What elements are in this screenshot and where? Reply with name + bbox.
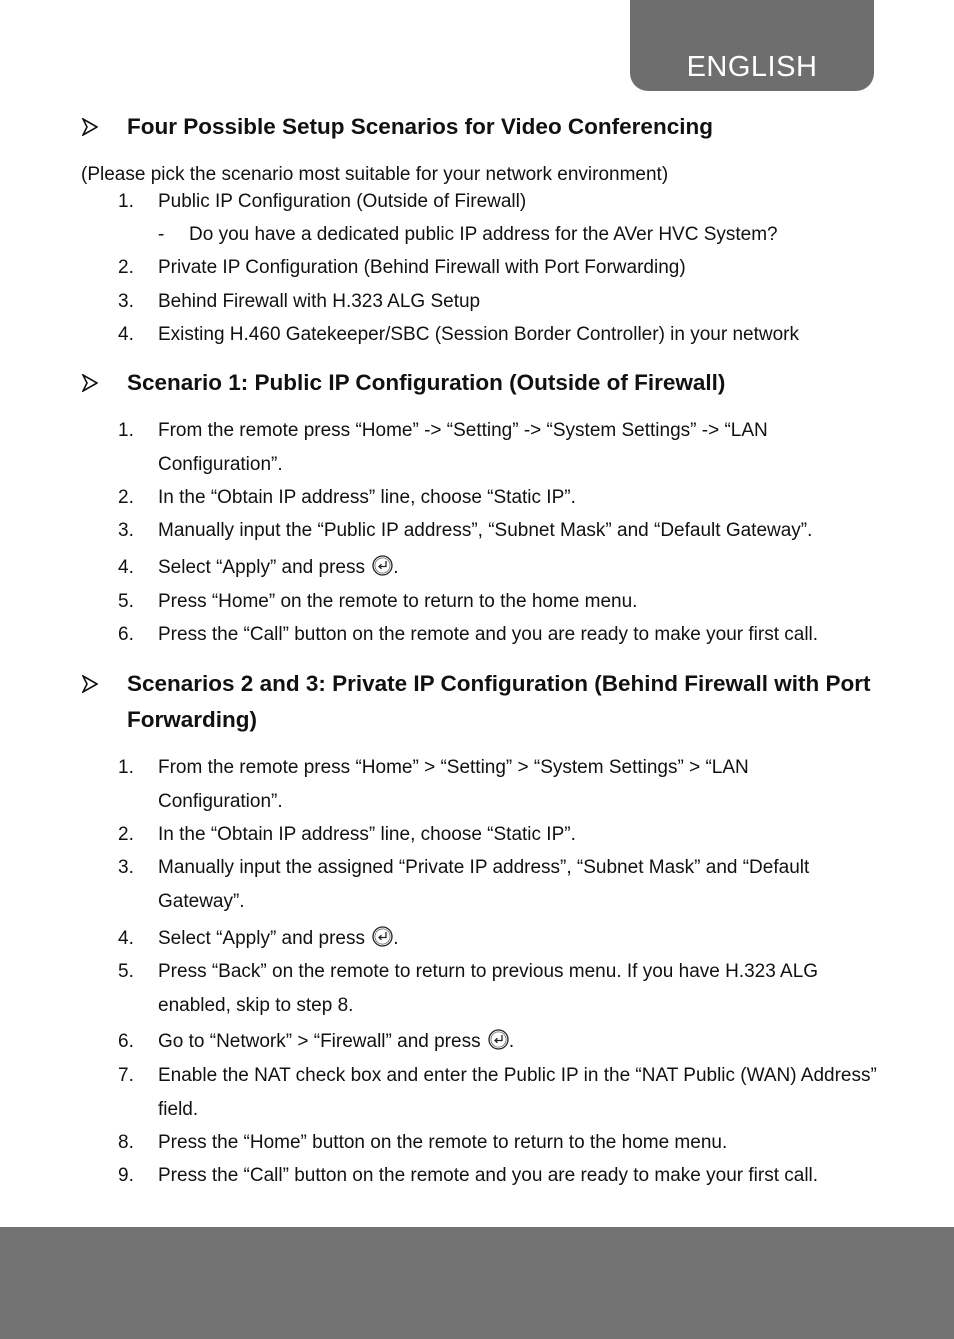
list-item-text: From the remote press “Home” -> “Setting” -> “System Settings” -> “LAN Configuration”. [158, 420, 768, 475]
list-item [118, 751, 878, 819]
list-item [118, 618, 878, 652]
list-item [118, 955, 878, 1023]
list-item [118, 585, 878, 619]
list-item [118, 1025, 878, 1059]
list-item-number: 4. [118, 928, 134, 949]
footer-bar [0, 1227, 954, 1339]
list-item-text: Enable the NAT check box and enter the Public IP in the “NAT Public (WAN) Address” field. [158, 1065, 877, 1120]
list-item-text: Manually input the “Public IP address”, “Subnet Mask” and “Default Gateway”. [158, 520, 813, 541]
list-item-number: 3. [118, 857, 134, 878]
enter-button-icon [372, 554, 393, 575]
list-item [118, 481, 878, 515]
sub-list-item [158, 223, 778, 247]
list-item-number: 7. [118, 1065, 134, 1086]
list-item-number: 3. [118, 291, 134, 312]
list-item-text: From the remote press “Home” > “Setting” > “System Settings” > “LAN Configuration”. [158, 757, 749, 812]
list-item-text: Select “Apply” and press . [158, 922, 878, 956]
list-item-text: Press “Back” on the remote to return to previous menu. If you have H.323 ALG enabled, skip to step 8. [158, 961, 819, 1016]
list-item [118, 1126, 878, 1160]
list-item [118, 851, 878, 919]
list-item [118, 551, 878, 585]
list-item-number: 4. [118, 557, 134, 578]
arrow-bullet-icon [82, 109, 102, 145]
list-item [118, 818, 878, 852]
list-item-text: Existing H.460 Gatekeeper/SBC (Session Border Controller) in your network [158, 324, 800, 345]
list-item [118, 1059, 878, 1127]
list-item-text: Press the “Home” button on the remote to return to the home menu. [158, 1132, 728, 1153]
section-heading [82, 666, 872, 738]
list-item-text: Press the “Call” button on the remote and you are ready to make your first call. [158, 624, 819, 645]
list-item-text: Press the “Call” button on the remote and you are ready to make your first call. [158, 1165, 819, 1186]
list-item [118, 185, 878, 219]
list-item-number: 2. [118, 824, 134, 845]
enter-button-icon [372, 925, 393, 946]
enter-button-icon [488, 1028, 509, 1049]
list-item [118, 922, 878, 956]
arrow-bullet-icon [82, 666, 102, 702]
list-item-number: 8. [118, 1132, 134, 1153]
list-item-number: 3. [118, 520, 134, 541]
sub-list-item-text: Do you have a dedicated public IP address for the AVer HVC System? [189, 224, 778, 245]
list-item-number: 9. [118, 1165, 134, 1186]
section-heading-text: Four Possible Setup Scenarios for Video Conferencing [127, 114, 713, 139]
list-item-text: Private IP Configuration (Behind Firewall with Port Forwarding) [158, 257, 686, 278]
list-item-text: Select “Apply” and press . [158, 551, 878, 585]
list-item-text: Public IP Configuration (Outside of Firewall) [158, 191, 527, 212]
list-item-text: In the “Obtain IP address” line, choose “Static IP”. [158, 824, 576, 845]
list-item-number: 6. [118, 1031, 134, 1052]
list-item-text: Behind Firewall with H.323 ALG Setup [158, 291, 481, 312]
section-note: (Please pick the scenario most suitable for your network environment) [81, 164, 669, 185]
list-item [118, 414, 878, 482]
list-item-number: 2. [118, 257, 134, 278]
list-item-number: 2. [118, 487, 134, 508]
list-item-number: 5. [118, 961, 134, 982]
list-item [118, 318, 878, 352]
language-tab [630, 0, 874, 91]
list-item-text: Press “Home” on the remote to return to the home menu. [158, 591, 638, 612]
list-item-number: 4. [118, 324, 134, 345]
arrow-bullet-icon [82, 365, 102, 401]
list-item [118, 1159, 878, 1193]
list-item-number: 1. [118, 420, 134, 441]
list-item-text: Manually input the assigned “Private IP address”, “Subnet Mask” and “Default Gateway”. [158, 857, 810, 912]
list-item-text: In the “Obtain IP address” line, choose “Static IP”. [158, 487, 576, 508]
section-heading [82, 109, 872, 145]
list-item-number: 1. [118, 757, 134, 778]
language-tab-label: ENGLISH [686, 51, 818, 83]
list-item-number: 1. [118, 191, 134, 212]
list-item [118, 285, 878, 319]
section-heading-text: Scenarios 2 and 3: Private IP Configuration (Behind Firewall with Port Forwarding) [127, 671, 871, 732]
list-item [118, 514, 878, 548]
list-item-number: 6. [118, 624, 134, 645]
list-item-text: Go to “Network” > “Firewall” and press . [158, 1025, 878, 1059]
list-item-number: 5. [118, 591, 134, 612]
section-heading-text: Scenario 1: Public IP Configuration (Outside of Firewall) [127, 370, 726, 395]
list-item [118, 251, 878, 285]
section-heading [82, 365, 872, 401]
sub-list-dash: - [158, 224, 165, 245]
